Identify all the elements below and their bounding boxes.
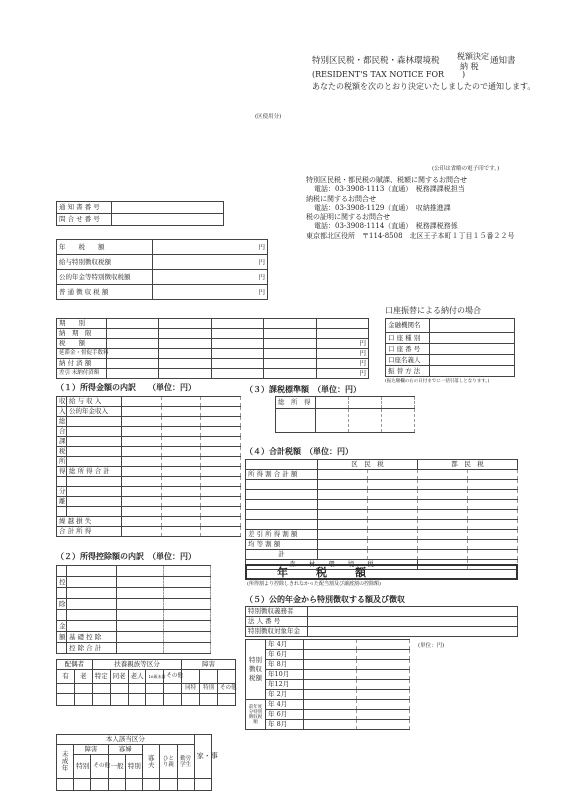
deduction-side: 額 [57,632,67,643]
summary-label: 公的年金等特別徴収税額 [57,270,153,285]
summary-unit: 円 [153,240,268,255]
installment-table [56,318,369,379]
spouse-label: 配偶者 [57,660,93,670]
id-table [56,201,224,226]
inst-label: 税 額 [57,339,107,349]
total-row: 均 等 割 額 [246,540,318,550]
dep-col: 有 [57,670,75,684]
bank-label: 口 座 種 別 [386,333,430,344]
total-row: 差 引 所 得 割 額 [246,530,318,540]
title-right: 通知書 [490,56,516,66]
income-row: 繰 越 損 失 [57,517,122,527]
income-side: 合 [57,427,67,437]
summary-label: 年 税 額 [57,240,153,255]
col-metro: 都 民 税 [418,460,518,470]
notice-no-value [112,202,224,214]
self-col: 一般 [108,755,125,779]
month-label: 年 6月 [266,710,304,720]
notice-no-label: 通 知 書 番 号 [57,202,112,214]
deduction-side: 金 [57,621,67,632]
total-tax-title: （４）合計税額 （単位：円） [245,447,353,456]
month-label: 年10月 [266,670,304,680]
contact-line: 東京都北区役所 〒114-8508 北区王子本町１丁目１５番２２号 [306,231,515,240]
summary-label: 普 通 徴 収 税 額 [57,285,153,300]
month-label: 年 4月 [266,700,304,710]
title-en-close: ) [462,70,466,79]
summary-label: 給与特別徴収税額 [57,255,153,270]
income-row: 給 与 収 入 [67,397,122,407]
annual-tax-box [245,564,518,580]
deduction-title: （２）所得控除額の内訳 （単位：円） [56,552,196,561]
pension-row: 法 人 番 号 [246,617,308,627]
income-side: 税 [57,447,67,457]
standard-title: （３）課税標準額 （単位：円） [245,385,361,394]
title-en: (RESIDENT'S TAX NOTICE FOR [312,70,445,79]
pension-row: 特別徴収対象年金 [246,627,308,637]
month-label: 年 8月 [266,660,304,670]
dep-col: 特定 [92,670,110,684]
inst-label: 期 別 [57,319,107,329]
self-col: 特別 [74,755,91,779]
contact-line: 電話：03-3908-1113（直通） 税務課課税担当 [314,185,465,194]
self-table [56,734,218,791]
pension-side2: 前年度分特別徴収税額 [246,700,266,730]
inst-label: 差引 未納付済額 [57,369,107,379]
forest-tax-label: 森 林 環 境 税 [246,560,418,570]
bank-label: 口 座 番 号 [386,344,430,355]
bank-title: 口座振替による納付の場合 [385,306,481,315]
income-table [56,396,241,537]
self-col: 勤労学生 [177,745,194,779]
total-row: 所 得 割 合 計 額 [246,470,318,480]
self-col: ひとり親 [160,745,177,779]
income-side: 入 [57,407,67,417]
title-stack-top: 税額決定 [457,52,489,61]
dep-dcol: 同特 [182,684,200,694]
income-side: 離 [57,497,67,507]
deduction-side: 控 [57,577,67,588]
ward-use: (区使用分) [255,114,282,120]
dep-col: 老 [74,670,92,684]
contact-line: 税の証明に関するお問合せ [306,213,390,222]
dep-dcol: 特別 [200,684,218,694]
income-row: 総 所 得 合 計 [67,467,122,477]
bank-note: (振込額欄の右の日付までに一括引落しとなります。) [385,379,490,384]
inst-label: 延滞金・督促手数料 [57,349,107,359]
inst-unit: 円 [316,339,368,349]
dep-dcol [57,684,75,694]
self-col: 寡婦 [108,745,142,755]
pension-title: （５）公的年金から特別徴収する額及び徴収 [245,595,405,604]
intro-text: あなたの税額を次のとおり決定いたしましたので通知します。 [312,82,536,91]
pension-row: 特別徴収義務者 [246,607,308,617]
deduction-table [56,565,211,654]
dep-col: その他 [164,670,182,684]
pension-side1: 特別徴収税額 [246,640,266,700]
month-label: 年 2月 [266,690,304,700]
month-label: 年12月 [266,680,304,690]
self-col: 障害 [74,745,108,755]
col-ward: 区 民 税 [318,460,418,470]
summary-unit: 円 [153,270,268,285]
dep-col: 老人 [128,670,146,684]
income-row: 合 計 所 得 [57,527,122,537]
standard-table [275,396,415,433]
contact-line: 納税に関するお問合せ [306,194,376,203]
contact-block [306,176,515,241]
self-col: その他 [91,755,108,779]
dep-col: 同老 [110,670,128,684]
month-label: 年 6月 [266,650,304,660]
standard-row: 総 所 得 [276,397,316,409]
total-tax-table [245,459,518,570]
month-label: 年 8月 [266,720,304,730]
deduction-row: 控 除 合 計 [67,643,117,654]
contact-line: 特別区民税・都民税の賦課、税額に関するお問合せ [306,176,467,184]
bank-label: 振 替 方 法 [386,366,430,377]
contact-line: 電話：03-3908-1114（直通） 税務課税務係 [314,222,458,231]
inst-unit: 円 [316,369,368,379]
pension-table [245,606,518,637]
income-side: 得 [57,467,67,477]
dep-dcol: その他 [218,684,236,694]
contact-line: 電話：03-3908-1129（直通） 収納推進課 [314,203,451,212]
inst-unit: 円 [316,349,368,359]
dependents-table [56,659,236,706]
pension-unit-note: (単位：円) [418,643,445,649]
inst-unit: 円 [316,359,368,369]
total-footnote: (所得割より控除しきれなかった配当割及び譲渡割の控除額) [247,581,381,587]
inst-label: 納 付 済 額 [57,359,107,369]
annual-tax-label: 年 税 額 [277,566,368,579]
dependents-title: 扶養親族等区分 [92,660,181,670]
pension-months-table [245,639,410,730]
income-side: 収 [57,397,67,407]
income-side: 所 [57,457,67,467]
disabled-label: 障害 [182,660,236,670]
self-col: 寡夫 [143,745,160,779]
summary-unit: 円 [153,285,268,300]
income-side: 総 [57,417,67,427]
month-label: 年 4月 [266,640,304,650]
bank-table [385,318,515,377]
inquiry-no-label: 問 合 せ 番 号 [57,214,112,226]
title-stack-bottom: 納 税 [460,62,479,71]
bank-label: 口座名義人 [386,355,430,366]
tax-summary-table [56,239,268,300]
inst-label: 納 期 限 [57,329,107,339]
deduction-row: 基 礎 控 除 [67,632,117,643]
summary-unit: 円 [153,255,268,270]
income-title: （１）所得金額の内訳 （単位：円） [56,383,196,392]
total-row: 計 [246,550,318,560]
income-row: 公的年金収入 [67,407,122,417]
family-label: 家・事 [194,735,211,779]
title-left: 特別区民税・都民税・森林環境税 [312,56,440,66]
bank-label: 金融機関名 [386,319,430,333]
dep-col: 16歳未満 [146,670,164,684]
self-title: 本人該当区分 [57,735,195,745]
income-side: 課 [57,437,67,447]
self-col: 特別 [125,755,142,779]
self-col: 未成年 [57,745,74,779]
inquiry-no-value [112,214,224,226]
income-side: 分 [57,487,67,497]
deduction-side: 除 [57,599,67,610]
seal-note: (公印は省略の電子印です。) [432,166,500,172]
